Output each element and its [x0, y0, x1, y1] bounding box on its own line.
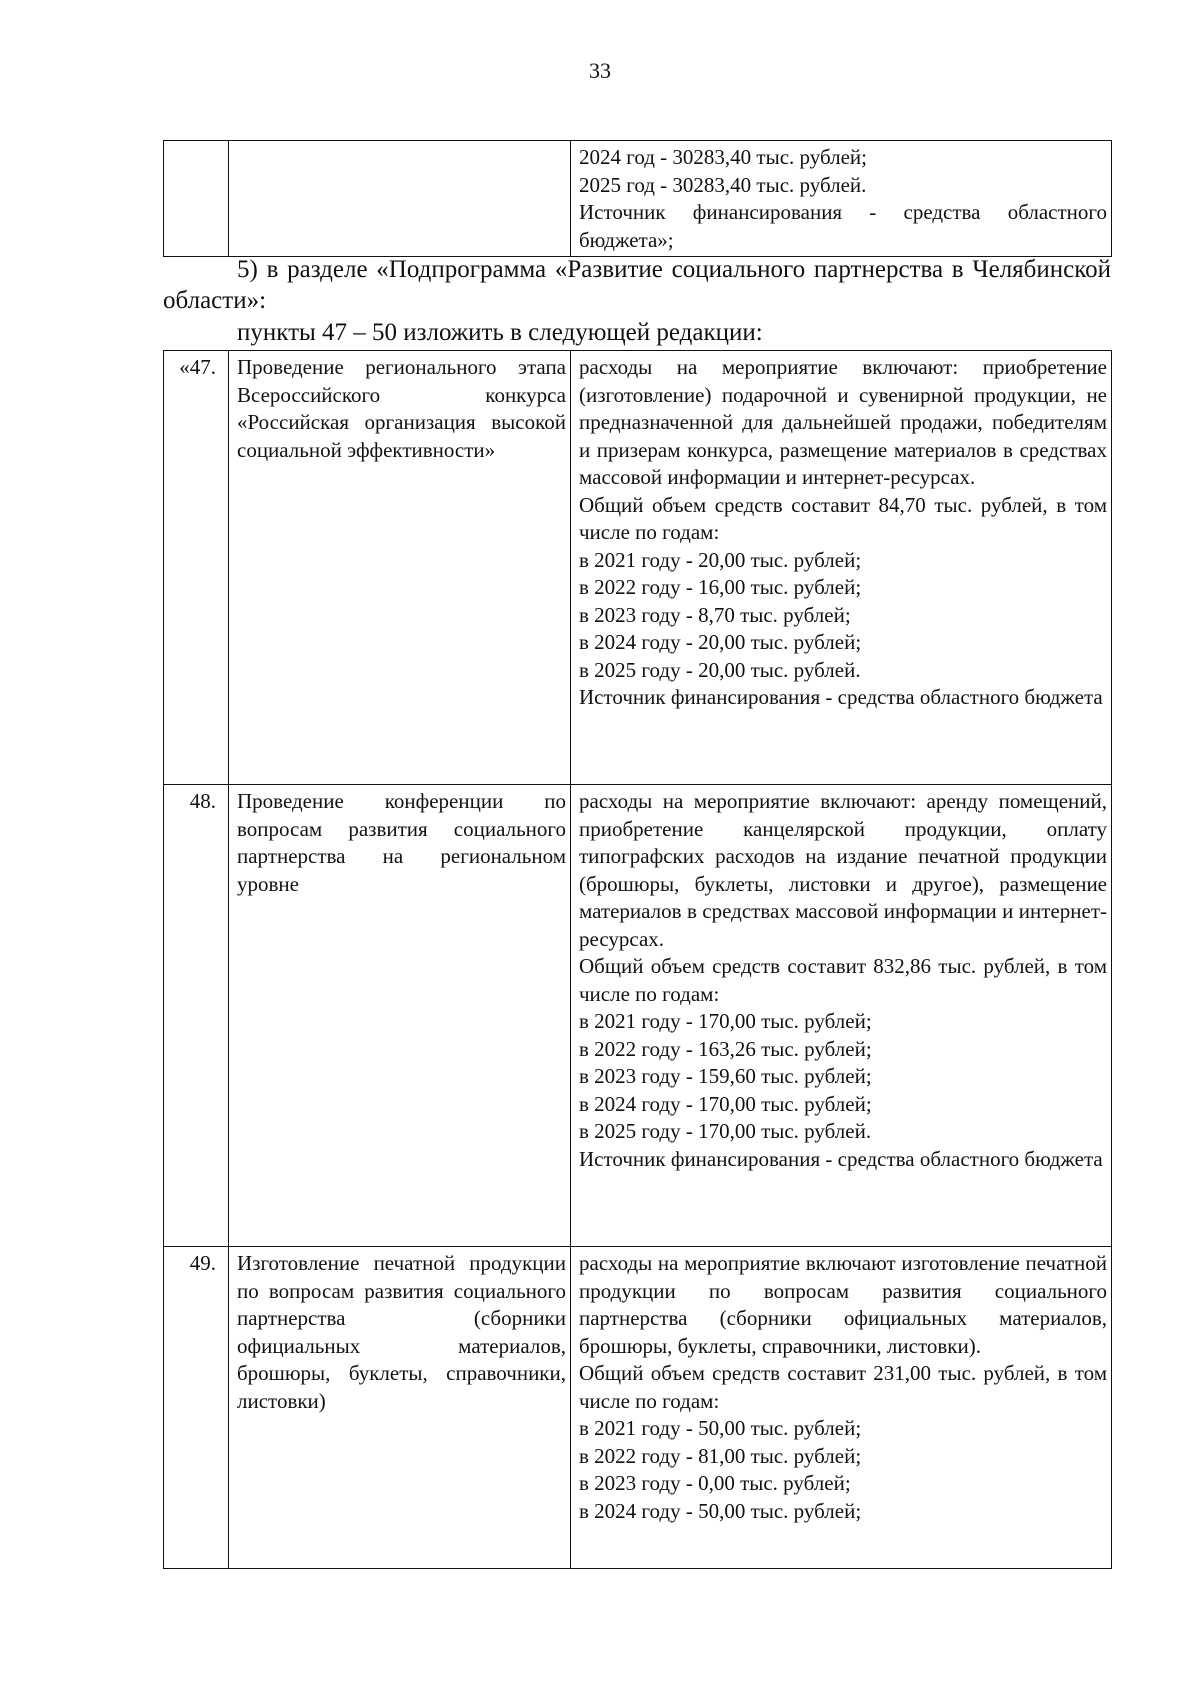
- funding-line: 2025 год - 30283,40 тыс. рублей.: [579, 172, 867, 197]
- measure-title: Изготовление печатной продукции по вопросам развития социального партнерства (сборники официальных материалов, брошюры, буклеты, справочники, листовки): [229, 1247, 571, 1569]
- page-number: 33: [589, 58, 611, 83]
- measure-description: расходы на мероприятие включают: аренду помещений, приобретение канцелярской продукции, оплату типографских расходов на издание печатной продукции (брошюры, буклеты, листовки и другое), размещение материалов в средствах массовой информации и интернет-ресурсах.: [579, 789, 1107, 951]
- year-amount: в 2024 году - 50,00 тыс. рублей;: [579, 1498, 862, 1523]
- year-amount: в 2021 году - 50,00 тыс. рублей;: [579, 1416, 862, 1440]
- measures-table: [163, 350, 1112, 1569]
- year-amount: в 2023 году - 159,60 тыс. рублей;: [579, 1064, 872, 1088]
- year-amount: в 2025 году - 170,00 тыс. рублей.: [579, 1119, 872, 1143]
- year-amount: в 2021 году - 170,00 тыс. рублей;: [579, 1009, 872, 1033]
- amendment-paragraph: 5) в разделе «Подпрограмма «Развитие социального партнерства в Челябинской области»:: [163, 256, 1111, 314]
- funding-source: Источник финансирования - средства областного бюджета: [579, 1146, 1103, 1171]
- total-amount: Общий объем средств составит 84,70 тыс. рублей, в том числе по годам:: [579, 492, 1107, 544]
- total-amount: Общий объем средств составит 832,86 тыс. рублей, в том числе по годам:: [579, 954, 1107, 1006]
- funding-line: 2024 год - 30283,40 тыс. рублей;: [579, 145, 868, 169]
- year-amount: в 2024 году - 170,00 тыс. рублей;: [579, 1091, 872, 1116]
- total-amount: Общий объем средств составит 231,00 тыс. рублей, в том числе по годам:: [579, 1361, 1107, 1413]
- row-number: 48.: [164, 785, 229, 1247]
- measure-details: [571, 1247, 1112, 1569]
- funding-source: Источник финансирования - средства областного бюджета»;: [579, 200, 1107, 252]
- number-cell: [164, 141, 229, 257]
- year-amount: в 2022 году - 163,26 тыс. рублей;: [579, 1036, 872, 1061]
- row-number: «47.: [164, 351, 229, 785]
- continuation-table: [163, 140, 1112, 257]
- year-amount: в 2025 году - 20,00 тыс. рублей.: [579, 657, 861, 682]
- table-row: [164, 351, 1112, 785]
- year-amount: в 2024 году - 20,00 тыс. рублей;: [579, 630, 862, 654]
- year-amount: в 2021 году - 20,00 тыс. рублей;: [579, 547, 862, 572]
- year-amount: в 2022 году - 16,00 тыс. рублей;: [579, 575, 862, 599]
- measure-title: Проведение конференции по вопросам развития социального партнерства на региональном уровне: [229, 785, 571, 1247]
- measure-description: расходы на мероприятие включают изготовление печатной продукции по вопросам развития социального партнерства (сборники официальных материалов, брошюры, буклеты, справочники, листовки).: [579, 1251, 1107, 1358]
- measure-description: расходы на мероприятие включают: приобретение (изготовление) подарочной и сувенирной продукции, не предназначенной для дальнейшей продажи, победителям и призерам конкурса, размещение материалов в средствах массовой информации и интернет-ресурсах.: [579, 355, 1107, 489]
- year-amount: в 2023 году - 0,00 тыс. рублей;: [579, 1471, 851, 1495]
- row-number: 49.: [164, 1247, 229, 1569]
- measure-details: [571, 785, 1112, 1247]
- table-row: [164, 1247, 1112, 1569]
- table-row: [164, 785, 1112, 1247]
- measure-details: [571, 351, 1112, 785]
- funding-source: Источник финансирования - средства областного бюджета: [579, 685, 1103, 709]
- funding-cell: [571, 141, 1112, 257]
- table-row: [164, 141, 1112, 257]
- year-amount: в 2023 году - 8,70 тыс. рублей;: [579, 602, 851, 627]
- title-cell: [229, 141, 571, 257]
- year-amount: в 2022 году - 81,00 тыс. рублей;: [579, 1443, 862, 1468]
- amendment-subparagraph: пункты 47 – 50 изложить в следующей редакции:: [237, 319, 763, 346]
- measure-title: Проведение регионального этапа Всероссийского конкурса «Российская организация высокой социальной эффективности»: [229, 351, 571, 785]
